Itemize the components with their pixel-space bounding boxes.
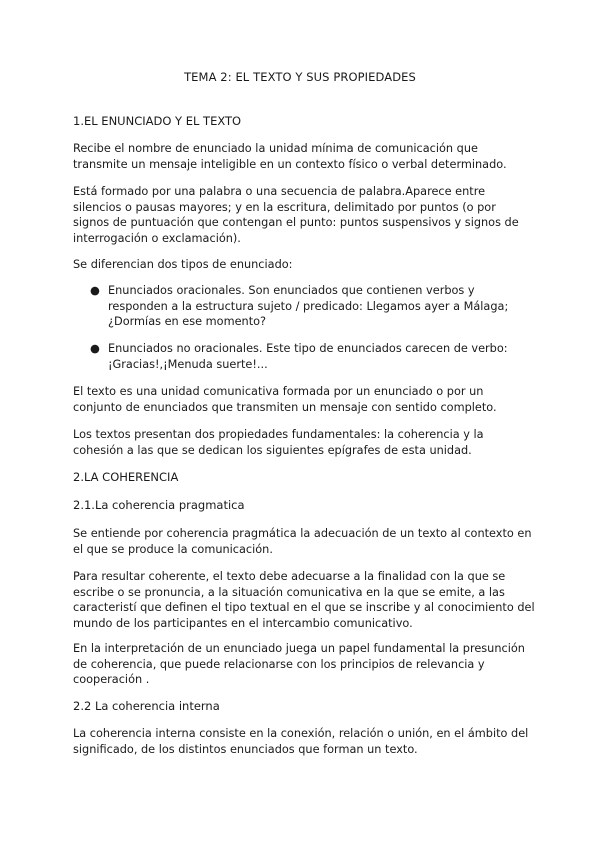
list-item-text: Enunciados oracionales. Son enunciados que contienen verbos y responden a la estructura sujeto / predicado: Llegamos ayer a Málaga; ¿Dormías en ese momento? <box>108 284 509 329</box>
section-heading-coherencia: 2.LA COHERENCIA <box>73 470 179 484</box>
subsection-heading-interna: 2.2 La coherencia interna <box>73 699 220 713</box>
paragraph-pragmatica-definition: Se entiende por coherencia pragmática la adecuación de un texto al contexto en el que se produce la comunicación. <box>73 527 532 556</box>
paragraph-texto-definition: El texto es una unidad comunicativa formada por un enunciado o por un conjunto de enunciados que transmiten un mensaje con sentido completo. <box>73 385 497 414</box>
paragraph-propiedades: Los textos presentan dos propiedades fundamentales: la coherencia y la cohesión a las que se dedican los siguientes epígrafes de esta unidad. <box>73 428 484 457</box>
list-item-text: Enunciados no oracionales. Este tipo de enunciados carecen de verbo: ¡Gracias!,¡Menuda suerte!... <box>108 342 508 371</box>
section-heading-enunciado: 1.EL ENUNCIADO Y EL TEXTO <box>73 114 242 128</box>
paragraph-enunciado-form: Está formado por una palabra o una secuencia de palabra.Aparece entre silencios o pausas mayores; y en la escritura, delimitado por puntos (o por signos de puntuación que contengan el punto: puntos suspensivos y signos de interrogación o exclamación). <box>73 185 519 245</box>
paragraph-presuncion: En la interpretación de un enunciado juega un papel fundamental la presunción de coherencia, que puede relacionarse con los principios de relevancia y cooperación . <box>73 642 525 687</box>
paragraph-enunciado-definition: Recibe el nombre de enunciado la unidad mínima de comunicación que transmite un mensaje inteligible en un contexto físico o verbal determinado. <box>73 142 507 171</box>
paragraph-interna-definition: La coherencia interna consiste en la conexión, relación o unión, en el ámbito del significado, de los distintos enunciados que forman un texto. <box>73 727 529 756</box>
paragraph-types-intro: Se diferencian dos tipos de enunciado: <box>73 258 293 271</box>
document-title: TEMA 2: EL TEXTO Y SUS PROPIEDADES <box>184 70 416 84</box>
subsection-heading-pragmatica: 2.1.La coherencia pragmatica <box>73 498 245 512</box>
list-item <box>90 283 535 330</box>
bullet-icon: ● <box>90 342 100 355</box>
list-item <box>90 341 535 372</box>
bullet-icon: ● <box>90 284 100 297</box>
paragraph-coherente: Para resultar coherente, el texto debe adecuarse a la finalidad con la que se escribe o se pronuncia, a la situación comunicativa en la que se emite, a las caracteristí que definen el tipo textual en el que se inscribe y al conocimiento del mundo de los participantes en el intercambio comunicativo. <box>73 570 535 630</box>
